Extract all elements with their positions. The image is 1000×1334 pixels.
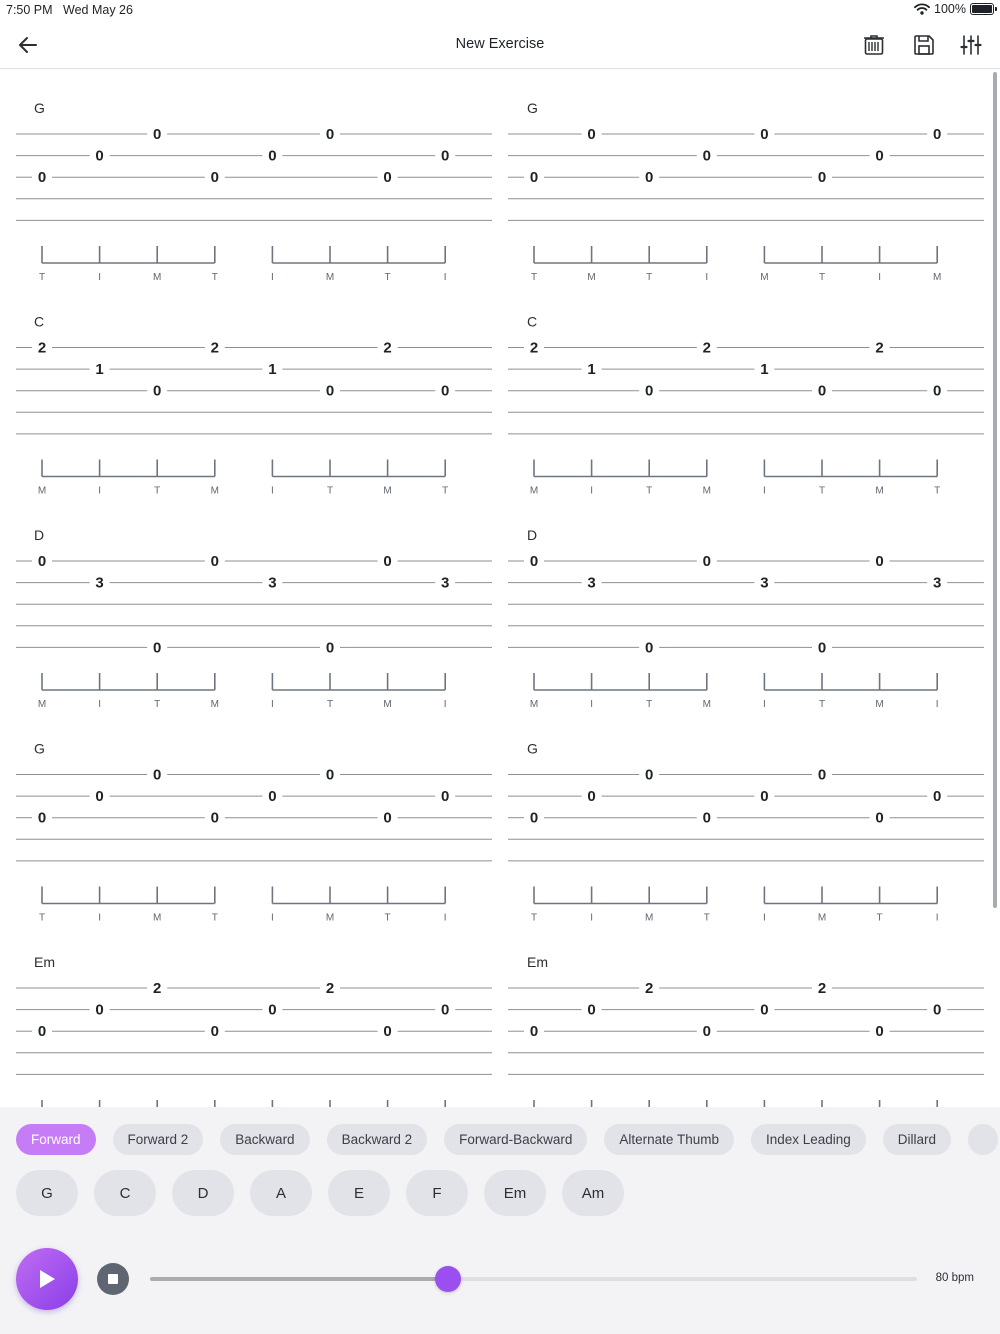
fret-number: 0	[587, 126, 596, 143]
finger-label: I	[98, 272, 101, 283]
fret-number: 0	[153, 126, 162, 143]
fret-number: 2	[645, 980, 654, 997]
fret-number: 0	[645, 639, 654, 657]
fret-number: 0	[817, 766, 827, 784]
pattern-chip[interactable]: Dillard	[883, 1124, 951, 1155]
finger-label: I	[98, 912, 101, 924]
finger-label: M	[817, 912, 827, 924]
fret-number: 3	[268, 574, 277, 592]
finger-label: I	[763, 912, 766, 924]
fret-number: 3	[95, 574, 104, 592]
battery-percent: 100%	[934, 2, 966, 16]
fret-number: 0	[325, 382, 335, 400]
finger-label: I	[590, 912, 593, 924]
fret-number: 0	[383, 169, 392, 187]
fret-number: 0	[383, 1023, 392, 1041]
fret-number: 0	[95, 147, 104, 165]
fret-number: 0	[875, 147, 884, 165]
chord-chip[interactable]: F	[406, 1170, 468, 1216]
fret-number: 0	[441, 1001, 450, 1019]
finger-label: T	[876, 912, 883, 924]
pattern-chip[interactable]: Forward-Backward	[444, 1124, 587, 1155]
section-chord-label: C	[34, 313, 45, 330]
chord-chip[interactable]: E	[328, 1170, 390, 1216]
fret-number: 2	[210, 339, 219, 357]
fret-number: 0	[875, 1023, 884, 1041]
pattern-chip[interactable]: Forward 2	[113, 1124, 204, 1155]
play-icon	[37, 1268, 57, 1290]
finger-label: T	[818, 485, 826, 497]
section-chord-label: D	[34, 527, 45, 543]
finger-label: M	[325, 912, 335, 924]
play-button[interactable]	[16, 1248, 78, 1310]
finger-label: T	[326, 699, 334, 710]
fret-number: 0	[702, 809, 711, 827]
floppy-disk-icon	[913, 34, 935, 56]
pattern-chip[interactable]: Forward	[16, 1124, 96, 1155]
fret-number: 0	[760, 1001, 769, 1019]
section-chord-label: D	[527, 527, 538, 543]
fret-number: 0	[933, 1001, 942, 1019]
fret-number: 1	[760, 361, 769, 379]
finger-label: T	[703, 912, 710, 924]
status-indicators	[914, 2, 994, 16]
bottom-controls	[0, 1107, 1000, 1334]
finger-label: T	[530, 912, 538, 924]
trash-icon	[862, 34, 886, 56]
finger-label: M	[210, 699, 219, 710]
finger-label: I	[935, 699, 939, 710]
finger-label: M	[529, 699, 539, 710]
finger-label: M	[587, 272, 596, 283]
fret-number: 0	[37, 809, 47, 827]
fret-number: 0	[268, 788, 277, 806]
finger-label: M	[760, 272, 769, 283]
fret-number: 0	[645, 382, 654, 400]
battery-icon	[970, 3, 994, 15]
fret-number: 2	[325, 980, 335, 997]
finger-label: M	[37, 699, 47, 710]
fret-number: 2	[383, 339, 392, 357]
tempo-label: 80 bpm	[935, 1272, 974, 1284]
chord-chip[interactable]: G	[16, 1170, 78, 1216]
finger-label: T	[154, 485, 161, 497]
section-chord-label: G	[527, 100, 538, 116]
finger-label: M	[210, 485, 219, 497]
fret-number: 0	[760, 788, 769, 806]
fret-number: 0	[210, 553, 219, 570]
pattern-chip[interactable]: Backward	[220, 1124, 309, 1155]
fret-number: 0	[645, 766, 654, 784]
finger-label: I	[763, 699, 766, 710]
fret-number: 0	[529, 169, 539, 187]
finger-label: I	[935, 912, 939, 924]
fret-number: 0	[210, 809, 219, 827]
navigation-bar	[0, 22, 1000, 69]
fret-number: 0	[760, 126, 769, 143]
fret-number: 0	[37, 1023, 47, 1041]
fret-number: 0	[587, 788, 596, 806]
stop-icon	[108, 1274, 118, 1284]
tab-section	[16, 527, 984, 710]
fret-number: 0	[875, 809, 884, 827]
finger-label: M	[529, 485, 539, 497]
chord-chip[interactable]: D	[172, 1170, 234, 1216]
fret-number: 0	[702, 147, 711, 165]
finger-label: M	[645, 912, 654, 924]
sliders-icon	[960, 34, 982, 56]
finger-label: I	[443, 272, 447, 283]
finger-label: M	[153, 912, 162, 924]
fret-number: 0	[817, 169, 827, 187]
finger-label: M	[383, 485, 392, 497]
finger-label: I	[590, 485, 593, 497]
fret-number: 0	[529, 553, 539, 570]
page-title: New Exercise	[455, 36, 545, 52]
fret-number: 0	[210, 1023, 219, 1041]
finger-label: I	[271, 699, 274, 710]
finger-label: I	[271, 485, 274, 497]
finger-label: T	[646, 699, 653, 710]
chord-selector	[16, 1170, 624, 1216]
fret-number: 0	[325, 126, 335, 143]
pattern-chip[interactable]: Backward 2	[327, 1124, 428, 1155]
fret-number: 3	[587, 574, 596, 592]
tab-section	[16, 100, 984, 283]
fret-number: 2	[37, 339, 47, 357]
fret-number: 0	[933, 788, 942, 806]
section-chord-label: G	[527, 740, 538, 757]
chord-chip[interactable]: A	[250, 1170, 312, 1216]
finger-label: I	[98, 485, 101, 497]
tab-section	[16, 741, 984, 924]
finger-label: I	[271, 912, 274, 924]
scrollbar[interactable]	[993, 72, 997, 908]
section-chord-label: Em	[34, 954, 55, 970]
finger-label: T	[38, 272, 46, 283]
fret-number: 0	[441, 382, 450, 400]
finger-label: T	[38, 912, 46, 924]
fret-number: 0	[268, 1001, 277, 1019]
chord-chip[interactable]: C	[94, 1170, 156, 1216]
fret-number: 3	[441, 574, 450, 592]
tab-section	[16, 954, 984, 1107]
finger-label: T	[646, 485, 653, 497]
save-button[interactable]	[908, 30, 940, 60]
finger-label: T	[818, 699, 826, 710]
settings-button[interactable]	[955, 30, 987, 60]
finger-label: T	[442, 485, 449, 497]
finger-label: M	[325, 272, 335, 283]
stop-button[interactable]	[97, 1263, 129, 1295]
pattern-chip[interactable]: Alternate Thumb	[604, 1124, 734, 1155]
finger-label: M	[702, 699, 711, 710]
chord-chip[interactable]: Am	[562, 1170, 624, 1216]
section-chord-label: Em	[527, 954, 548, 970]
fret-number: 0	[325, 639, 335, 657]
finger-label: I	[98, 699, 101, 710]
status-bar	[0, 0, 1000, 22]
wifi-icon	[914, 3, 930, 15]
finger-label: I	[443, 699, 447, 710]
fret-number: 0	[95, 1001, 104, 1019]
finger-label: M	[153, 272, 162, 283]
finger-label: I	[763, 485, 766, 497]
finger-label: T	[384, 272, 391, 283]
pattern-chip[interactable]: Index Leading	[751, 1124, 866, 1155]
delete-button[interactable]	[858, 30, 890, 60]
pattern-chip[interactable]	[968, 1124, 998, 1155]
section-chord-label: C	[527, 313, 538, 330]
finger-label: T	[384, 912, 391, 924]
fret-number: 3	[760, 574, 769, 592]
status-date: Wed May 26	[63, 3, 133, 17]
finger-label: T	[818, 272, 826, 283]
fret-number: 1	[95, 361, 104, 379]
fret-number: 0	[817, 639, 827, 657]
fret-number: 0	[441, 147, 450, 165]
fret-number: 0	[383, 809, 392, 827]
finger-label: I	[443, 912, 447, 924]
fret-number: 1	[268, 361, 277, 379]
finger-label: T	[530, 272, 538, 283]
finger-label: M	[875, 485, 884, 497]
fret-number: 0	[529, 1023, 539, 1041]
fret-number: 0	[210, 169, 219, 187]
tempo-slider-thumb[interactable]	[435, 1266, 461, 1292]
fret-number: 0	[153, 639, 162, 657]
chord-chip[interactable]: Em	[484, 1170, 546, 1216]
fret-number: 0	[529, 809, 539, 827]
section-chord-label: G	[34, 740, 45, 757]
fret-number: 0	[702, 1023, 711, 1041]
fret-number: 0	[933, 126, 942, 143]
fret-number: 0	[325, 766, 335, 784]
fret-number: 0	[383, 553, 392, 570]
fret-number: 0	[645, 169, 654, 187]
fret-number: 0	[153, 766, 162, 784]
finger-label: M	[37, 485, 47, 497]
finger-label: M	[933, 272, 942, 283]
pattern-selector	[16, 1124, 998, 1155]
finger-label: T	[154, 699, 161, 710]
fret-number: 2	[817, 980, 827, 997]
finger-label: M	[702, 485, 711, 497]
fret-number: 0	[587, 1001, 596, 1019]
fret-number: 3	[933, 574, 942, 592]
fret-number: 2	[153, 980, 162, 997]
finger-label: I	[705, 272, 709, 283]
fret-number: 0	[37, 169, 47, 187]
fret-number: 2	[529, 339, 539, 357]
fret-number: 1	[587, 361, 596, 379]
finger-label: T	[211, 912, 218, 924]
fret-number: 0	[268, 147, 277, 165]
fret-number: 2	[875, 339, 884, 357]
fret-number: 2	[702, 339, 711, 357]
section-chord-label: G	[34, 100, 45, 116]
fret-number: 0	[37, 553, 47, 570]
tab-staff	[0, 70, 1000, 1107]
tempo-slider-track[interactable]	[150, 1277, 917, 1281]
finger-label: T	[211, 272, 218, 283]
finger-label: T	[934, 485, 941, 497]
finger-label: M	[875, 699, 884, 710]
fret-number: 0	[933, 382, 942, 400]
fret-number: 0	[875, 553, 884, 570]
finger-label: T	[326, 485, 334, 497]
tab-section	[16, 314, 984, 497]
fret-number: 0	[153, 382, 162, 400]
finger-label: M	[383, 699, 392, 710]
status-time: 7:50 PM	[6, 3, 53, 17]
finger-label: T	[646, 272, 653, 283]
fret-number: 0	[441, 788, 450, 806]
finger-label: I	[271, 272, 274, 283]
finger-label: I	[878, 272, 881, 283]
finger-label: I	[590, 699, 593, 710]
tab-sheet[interactable]	[0, 70, 1000, 1107]
fret-number: 0	[817, 382, 827, 400]
tempo-slider-fill	[150, 1277, 448, 1281]
fret-number: 0	[95, 788, 104, 806]
fret-number: 0	[702, 553, 711, 570]
